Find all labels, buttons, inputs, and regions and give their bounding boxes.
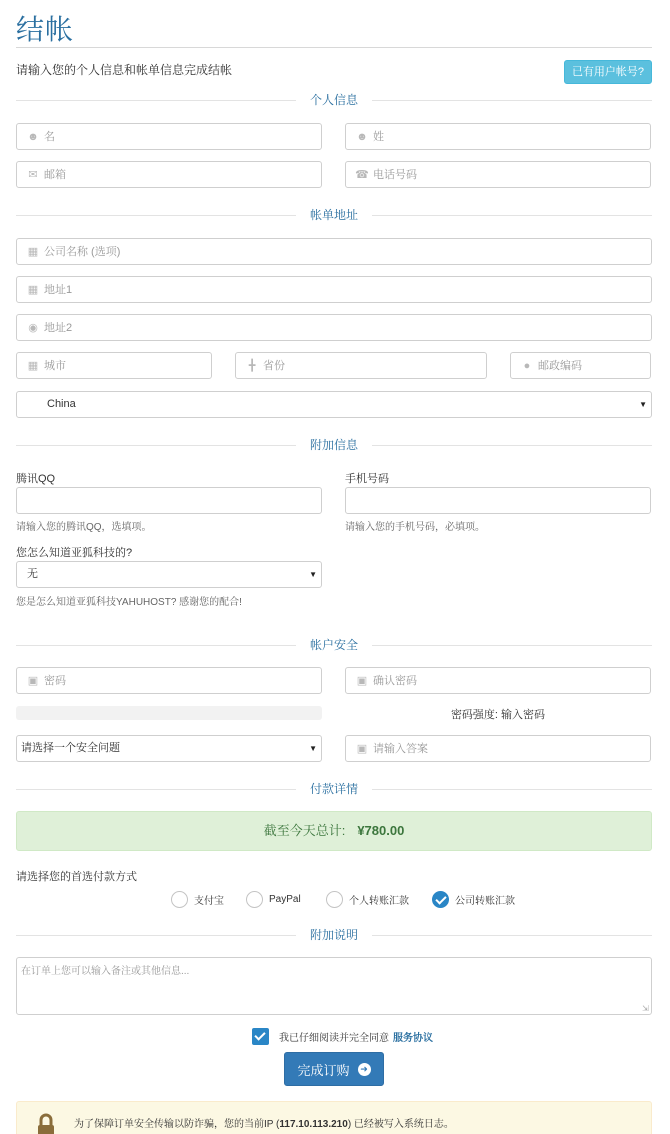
security-notice-text bbox=[74, 1115, 454, 1130]
last-name-input[interactable] bbox=[373, 124, 643, 149]
last-name-field[interactable] bbox=[345, 123, 651, 150]
section-header-personal bbox=[16, 92, 652, 108]
lock-icon: ▣ bbox=[356, 675, 368, 687]
payment-option-label: 个人转账汇款 bbox=[349, 895, 409, 907]
terms-link[interactable]: 服务协议 bbox=[393, 1032, 433, 1044]
source-help: 您是怎么知道亚狐科技YAHUHOST? 感谢您的配合! bbox=[16, 597, 242, 608]
payment-option-personal-transfer[interactable] bbox=[326, 890, 409, 908]
qq-input[interactable] bbox=[23, 488, 315, 513]
address1-field[interactable] bbox=[16, 276, 652, 303]
circle-icon: ● bbox=[523, 360, 531, 372]
company-input[interactable] bbox=[44, 239, 644, 264]
security-answer-input[interactable] bbox=[373, 736, 643, 761]
security-question-value: 请选择一个安全问题 bbox=[21, 742, 120, 754]
order-total-box bbox=[16, 811, 652, 851]
dropdown-arrow-icon: ▼ bbox=[309, 744, 317, 753]
zip-field[interactable] bbox=[510, 352, 651, 379]
envelope-icon: ✉ bbox=[28, 169, 38, 181]
section-title: 帐户安全 bbox=[309, 638, 358, 652]
security-answer-field[interactable] bbox=[345, 735, 651, 762]
first-name-input[interactable] bbox=[44, 124, 314, 149]
security-notice bbox=[16, 1101, 652, 1134]
payment-option-label: PayPal bbox=[269, 893, 301, 905]
map-marker-icon: ◉ bbox=[28, 322, 38, 334]
address2-field[interactable] bbox=[16, 314, 652, 341]
arrow-circle-right-icon: ➜ bbox=[358, 1063, 371, 1076]
notice-suffix: ) 已经被写入系统日志。 bbox=[347, 1119, 454, 1130]
mobile-input[interactable] bbox=[352, 488, 644, 513]
mobile-label: 手机号码 bbox=[345, 473, 389, 485]
radio-button[interactable] bbox=[326, 891, 343, 908]
terms-checkbox[interactable] bbox=[252, 1028, 269, 1045]
dropdown-arrow-icon: ▼ bbox=[309, 570, 317, 579]
total-value: ¥780.00 bbox=[357, 823, 405, 838]
building-icon: ▦ bbox=[27, 360, 39, 372]
phone-icon: ☎ bbox=[355, 169, 369, 181]
section-title: 附加说明 bbox=[309, 928, 358, 942]
payment-option-alipay[interactable] bbox=[171, 890, 224, 908]
state-field[interactable] bbox=[235, 352, 487, 379]
address2-input[interactable] bbox=[44, 315, 644, 340]
section-title: 帐单地址 bbox=[309, 208, 358, 222]
confirm-password-input[interactable] bbox=[373, 668, 643, 693]
notice-ip: 117.10.113.210 bbox=[279, 1119, 348, 1130]
terms-agreement bbox=[252, 1027, 433, 1045]
section-header-billing bbox=[16, 207, 652, 223]
first-name-field[interactable] bbox=[16, 123, 322, 150]
phone-field[interactable] bbox=[345, 161, 651, 188]
section-header-notes bbox=[16, 927, 652, 943]
user-icon: ☻ bbox=[356, 131, 368, 143]
qq-help: 请输入您的腾讯QQ，选填项。 bbox=[16, 522, 152, 533]
section-header-security bbox=[16, 637, 652, 653]
email-field[interactable] bbox=[16, 161, 322, 188]
terms-text: 我已仔细阅读并完全同意 bbox=[279, 1032, 389, 1044]
section-title: 附加信息 bbox=[309, 438, 358, 452]
address1-input[interactable] bbox=[44, 277, 644, 302]
source-value: 无 bbox=[27, 568, 38, 580]
lock-icon: ▣ bbox=[27, 675, 39, 687]
padlock-icon bbox=[37, 1112, 55, 1134]
existing-account-button[interactable]: 已有用户帐号? bbox=[564, 60, 652, 84]
total-label: 截至今天总计: bbox=[263, 823, 346, 838]
phone-input[interactable] bbox=[373, 162, 643, 187]
password-strength-text: 密码强度: 输入密码 bbox=[450, 709, 546, 721]
complete-order-button[interactable] bbox=[284, 1052, 384, 1086]
qq-field[interactable] bbox=[16, 487, 322, 514]
email-input[interactable] bbox=[44, 162, 314, 187]
radio-button[interactable] bbox=[171, 891, 188, 908]
complete-order-label: 完成订购 bbox=[297, 1062, 350, 1078]
section-header-payment bbox=[16, 781, 652, 797]
section-title: 个人信息 bbox=[309, 93, 358, 107]
building-icon: ▦ bbox=[27, 246, 39, 258]
source-label: 您怎么知道亚狐科技的? bbox=[16, 547, 133, 559]
dropdown-arrow-icon: ▼ bbox=[639, 400, 647, 409]
page-title: 结帐 bbox=[16, 14, 75, 45]
lock-icon: ▣ bbox=[356, 743, 368, 755]
password-field[interactable] bbox=[16, 667, 322, 694]
qq-label: 腾讯QQ bbox=[16, 473, 56, 485]
building-icon: ▦ bbox=[27, 284, 39, 296]
notice-prefix: 为了保障订单安全传输以防诈骗，您的当前IP ( bbox=[74, 1119, 280, 1130]
signpost-icon: ╋ bbox=[248, 360, 256, 372]
radio-button[interactable] bbox=[246, 891, 263, 908]
zip-input[interactable] bbox=[538, 353, 643, 378]
company-field[interactable] bbox=[16, 238, 652, 265]
radio-button-checked[interactable] bbox=[432, 891, 449, 908]
mobile-help: 请输入您的手机号码，必填项。 bbox=[345, 522, 485, 533]
resize-grip-icon[interactable]: ⇲ bbox=[642, 1004, 649, 1013]
source-select[interactable] bbox=[16, 561, 322, 588]
city-input[interactable] bbox=[44, 353, 204, 378]
section-header-additional bbox=[16, 437, 652, 453]
country-value: China bbox=[47, 398, 76, 410]
order-notes-textarea[interactable] bbox=[16, 957, 652, 1015]
section-title: 付款详情 bbox=[309, 782, 358, 796]
payment-option-label: 公司转账汇款 bbox=[455, 895, 515, 907]
payment-option-paypal[interactable] bbox=[246, 890, 301, 908]
city-field[interactable] bbox=[16, 352, 212, 379]
password-strength-bar bbox=[16, 706, 322, 720]
intro-text: 请输入您的个人信息和帐单信息完成结帐 bbox=[16, 63, 233, 77]
title-divider bbox=[16, 47, 652, 48]
security-question-select[interactable] bbox=[16, 735, 322, 762]
payment-option-company-transfer[interactable] bbox=[432, 890, 515, 908]
country-select[interactable] bbox=[16, 391, 652, 418]
password-input[interactable] bbox=[44, 668, 314, 693]
mobile-field[interactable] bbox=[345, 487, 651, 514]
state-input[interactable] bbox=[263, 353, 479, 378]
payment-method-prompt: 请选择您的首选付款方式 bbox=[16, 871, 137, 883]
payment-option-label: 支付宝 bbox=[194, 895, 224, 907]
user-icon: ☻ bbox=[27, 131, 39, 143]
confirm-password-field[interactable] bbox=[345, 667, 651, 694]
